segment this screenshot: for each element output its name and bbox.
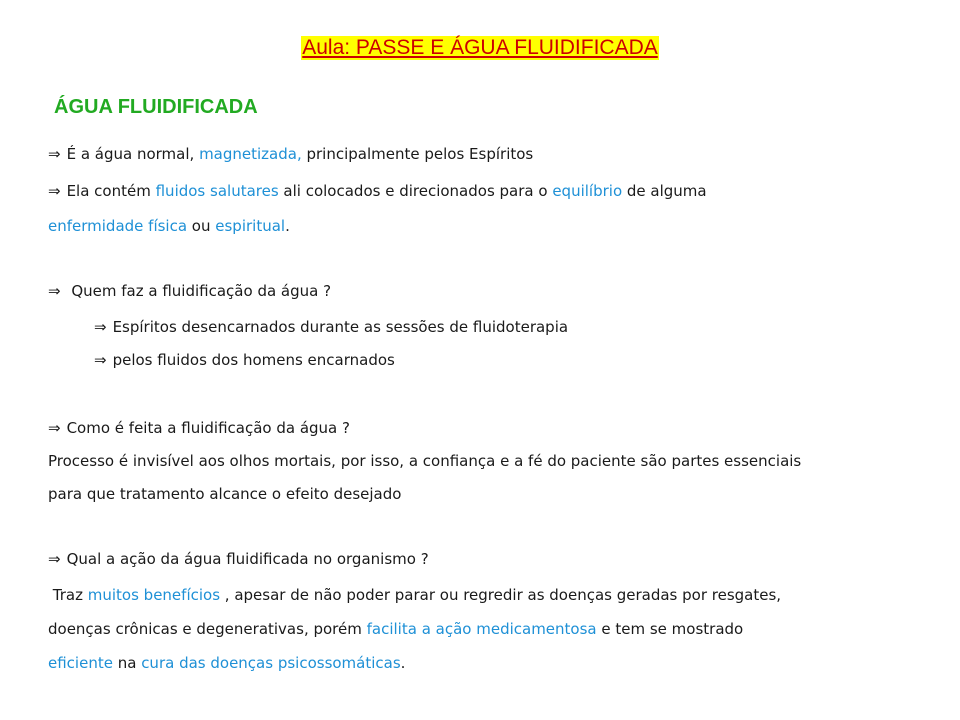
paragraph-1 (48, 144, 533, 164)
text: de alguma (622, 182, 707, 200)
text: É a água normal, (66, 145, 200, 163)
answer-1a (94, 317, 568, 337)
arrow-icon: ⇒ (48, 419, 61, 437)
question-2 (48, 418, 350, 438)
arrow-icon: ⇒ (94, 351, 107, 369)
highlight-text: facilita a ação medicamentosa (366, 620, 597, 638)
paragraph-2 (48, 181, 707, 201)
title-wrap (0, 36, 960, 60)
answer-3a (48, 585, 781, 605)
highlight-text: equilíbrio (552, 182, 623, 200)
arrow-icon: ⇒ (48, 282, 61, 300)
text: Qual a ação da água fluidificada no organismo ? (66, 550, 429, 568)
highlight-text: cura das doenças psicossomáticas (141, 654, 401, 672)
text: Espíritos desencarnados durante as sessões de fluidoterapia (112, 318, 569, 336)
arrow-icon: ⇒ (48, 182, 61, 200)
text: para que tratamento alcance o efeito desejado (48, 485, 402, 503)
text: principalmente pelos Espíritos (301, 145, 534, 163)
answer-2b (48, 484, 401, 504)
text: Traz (52, 586, 88, 604)
highlight-text: fluidos salutares (155, 182, 279, 200)
text: pelos fluidos dos homens encarnados (112, 351, 395, 369)
text: , apesar de não poder parar ou regredir as doenças geradas por resgates, (220, 586, 782, 604)
text: ali colocados e direcionados para o (278, 182, 553, 200)
highlight-text: eficiente (48, 654, 113, 672)
arrow-icon: ⇒ (94, 318, 107, 336)
answer-1b (94, 350, 395, 370)
answer-3c (48, 653, 405, 673)
arrow-icon: ⇒ (48, 550, 61, 568)
highlight-text: espiritual (215, 217, 286, 235)
text: ou (187, 217, 216, 235)
arrow-icon: ⇒ (48, 145, 61, 163)
highlight-text: enfermidade física (48, 217, 188, 235)
text: . (400, 654, 406, 672)
text: Processo é invisível aos olhos mortais, por isso, a confiança e a fé do paciente são partes essenciais (48, 452, 802, 470)
answer-2a (48, 451, 801, 471)
text: Ela contém (66, 182, 156, 200)
question-1 (48, 281, 331, 301)
highlight-text: magnetizada, (199, 145, 302, 163)
section-heading: ÁGUA FLUIDIFICADA (54, 96, 258, 118)
highlight-text: muitos benefícios (87, 586, 221, 604)
text: . (285, 217, 290, 235)
text: doenças crônicas e degenerativas, porém (48, 620, 367, 638)
answer-3b (48, 619, 743, 639)
text: Quem faz a fluidificação da água ? (71, 282, 332, 300)
page-title: Aula: PASSE E ÁGUA FLUIDIFICADA (302, 36, 658, 59)
text: Como é feita a fluidificação da água ? (66, 419, 350, 437)
text: e tem se mostrado (596, 620, 744, 638)
question-3 (48, 549, 429, 569)
paragraph-2-cont (48, 216, 290, 236)
text: na (112, 654, 142, 672)
